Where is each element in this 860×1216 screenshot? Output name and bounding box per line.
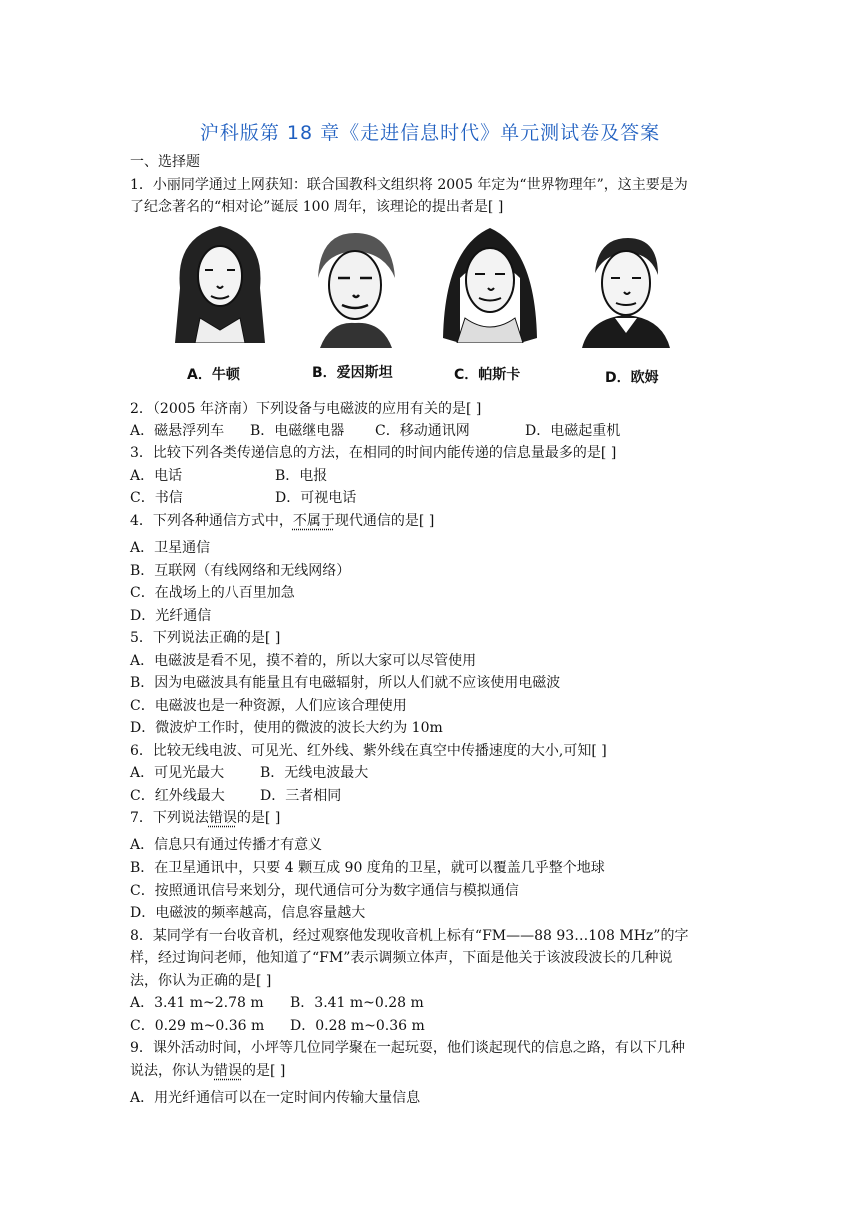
q8-option-b[interactable]: B．3.41 m~0.28 m	[290, 995, 424, 1011]
q8-option-a[interactable]: A．3.41 m~2.78 m	[130, 995, 264, 1011]
q7-option-b[interactable]: B．在卫星通讯中，只要 4 颗互成 90 度角的卫星，就可以覆盖几乎整个地球	[130, 860, 605, 876]
q7-option-d[interactable]: D．电磁波的频率越高，信息容量越大	[130, 905, 366, 921]
q6-options-row2	[130, 786, 341, 806]
q9-stem-emphasis: 错误	[214, 1063, 242, 1079]
q9-stem-post: 的是[ ]	[242, 1063, 286, 1079]
q2-option-a[interactable]: A．磁悬浮列车	[130, 423, 225, 439]
q5-option-b[interactable]: B．因为电磁波具有能量且有电磁辐射，所以人们就不应该使用电磁波	[130, 675, 561, 691]
portrait-label-c: C．帕斯卡	[454, 367, 521, 383]
q4-stem	[130, 511, 434, 531]
q9-stem-line1: 9．课外活动时间，小坪等几位同学聚在一起玩耍，他们谈起现代的信息之路，有以下几种	[130, 1040, 685, 1056]
q4-stem-pre: 4．下列各种通信方式中，	[130, 513, 293, 529]
q6-options-row1	[130, 763, 368, 783]
q7-stem-emphasis: 错误	[208, 810, 237, 826]
q7-option-a[interactable]: A．信息只有通过传播才有意义	[130, 837, 323, 853]
q5-option-c[interactable]: C．电磁波也是一种资源，人们应该合理使用	[130, 698, 407, 714]
q2-option-b[interactable]: B．电磁继电器	[250, 423, 345, 439]
q6-option-c[interactable]: C．红外线最大	[130, 788, 225, 804]
portrait-figure	[165, 218, 685, 388]
q7-stem-pre: 7．下列说法	[130, 810, 209, 826]
q4-option-d[interactable]: D．光纤通信	[130, 608, 212, 624]
q4-option-b[interactable]: B．互联网（有线网络和无线网络）	[130, 563, 351, 579]
q8-options-row2	[130, 1016, 425, 1036]
q8-options-row1	[130, 993, 424, 1013]
q5-stem: 5．下列说法正确的是[ ]	[130, 630, 281, 646]
q4-stem-post: 现代通信的是[ ]	[334, 513, 435, 529]
page-title: 沪科版第 18 章《走进信息时代》单元测试卷及答案	[199, 122, 661, 144]
q4-option-c[interactable]: C．在战场上的八百里加急	[130, 585, 295, 601]
q5-option-a[interactable]: A．电磁波是看不见，摸不着的，所以大家可以尽管使用	[130, 653, 477, 669]
q8-option-d[interactable]: D．0.28 m~0.36 m	[290, 1018, 425, 1034]
q2-stem: 2．（2005 年济南）下列设备与电磁波的应用有关的是[ ]	[130, 401, 482, 417]
q4-option-a[interactable]: A．卫星通信	[130, 540, 211, 556]
q6-option-a[interactable]: A．可见光最大	[130, 765, 225, 781]
q8-stem-line2: 样，经过询问老师，他知道了“FM”表示调频立体声，下面是他关于该波段波长的几种说	[130, 950, 673, 966]
q3-option-c[interactable]: C．书信	[130, 490, 183, 506]
q7-stem	[130, 808, 280, 828]
section-heading: 一、选择题	[130, 154, 200, 170]
q2-option-c[interactable]: C．移动通讯网	[375, 423, 470, 439]
q9-stem-line2	[130, 1061, 285, 1081]
pascal-portrait	[435, 218, 545, 343]
portrait-label-b: B．爱因斯坦	[312, 365, 393, 381]
portrait-label-a: A．牛顿	[187, 367, 240, 383]
q4-stem-emphasis: 不属于	[292, 513, 335, 529]
ohm-portrait	[570, 223, 680, 348]
q3-stem: 3．比较下列各类传递信息的方法，在相同的时间内能传递的信息量最多的是[ ]	[130, 445, 617, 461]
q8-stem-line3: 法，你认为正确的是[ ]	[130, 973, 272, 989]
newton-portrait	[165, 218, 275, 343]
q3-options-row2	[130, 488, 356, 508]
q1-stem-line1: 1．小丽同学通过上网获知：联合国教科文组织将 2005 年定为“世界物理年”，这主要是为	[130, 177, 688, 193]
q2-options	[130, 421, 620, 441]
q9-stem-pre: 说法，你认为	[130, 1063, 214, 1079]
q1-stem-line2: 了纪念著名的“相对论”诞辰 100 周年，该理论的提出者是[ ]	[130, 199, 504, 215]
q8-option-c[interactable]: C．0.29 m~0.36 m	[130, 1018, 265, 1034]
q7-option-c[interactable]: C．按照通讯信号来划分，现代通信可分为数字通信与模拟通信	[130, 883, 519, 899]
q2-option-d[interactable]: D．电磁起重机	[525, 423, 621, 439]
portrait-label-d: D．欧姆	[605, 370, 659, 386]
q6-stem: 6．比较无线电波、可见光、红外线、紫外线在真空中传播速度的大小,可知[ ]	[130, 743, 607, 759]
q8-stem-line1: 8．某同学有一台收音机，经过观察他发现收音机上标有“FM——88 93…108 MHz”的字	[130, 928, 689, 944]
q9-option-a[interactable]: A．用光纤通信可以在一定时间内传输大量信息	[130, 1090, 421, 1106]
q3-option-d[interactable]: D．可视电话	[275, 490, 357, 506]
q6-option-d[interactable]: D．三者相同	[260, 788, 342, 804]
q3-option-a[interactable]: A．电话	[130, 468, 183, 484]
q7-stem-post: 的是[ ]	[236, 810, 281, 826]
q6-option-b[interactable]: B．无线电波最大	[260, 765, 369, 781]
q3-option-b[interactable]: B．电报	[275, 468, 328, 484]
q3-options-row1	[130, 466, 327, 486]
q5-option-d[interactable]: D．微波炉工作时，使用的微波的波长大约为 10m	[130, 720, 443, 736]
einstein-portrait	[300, 223, 410, 348]
